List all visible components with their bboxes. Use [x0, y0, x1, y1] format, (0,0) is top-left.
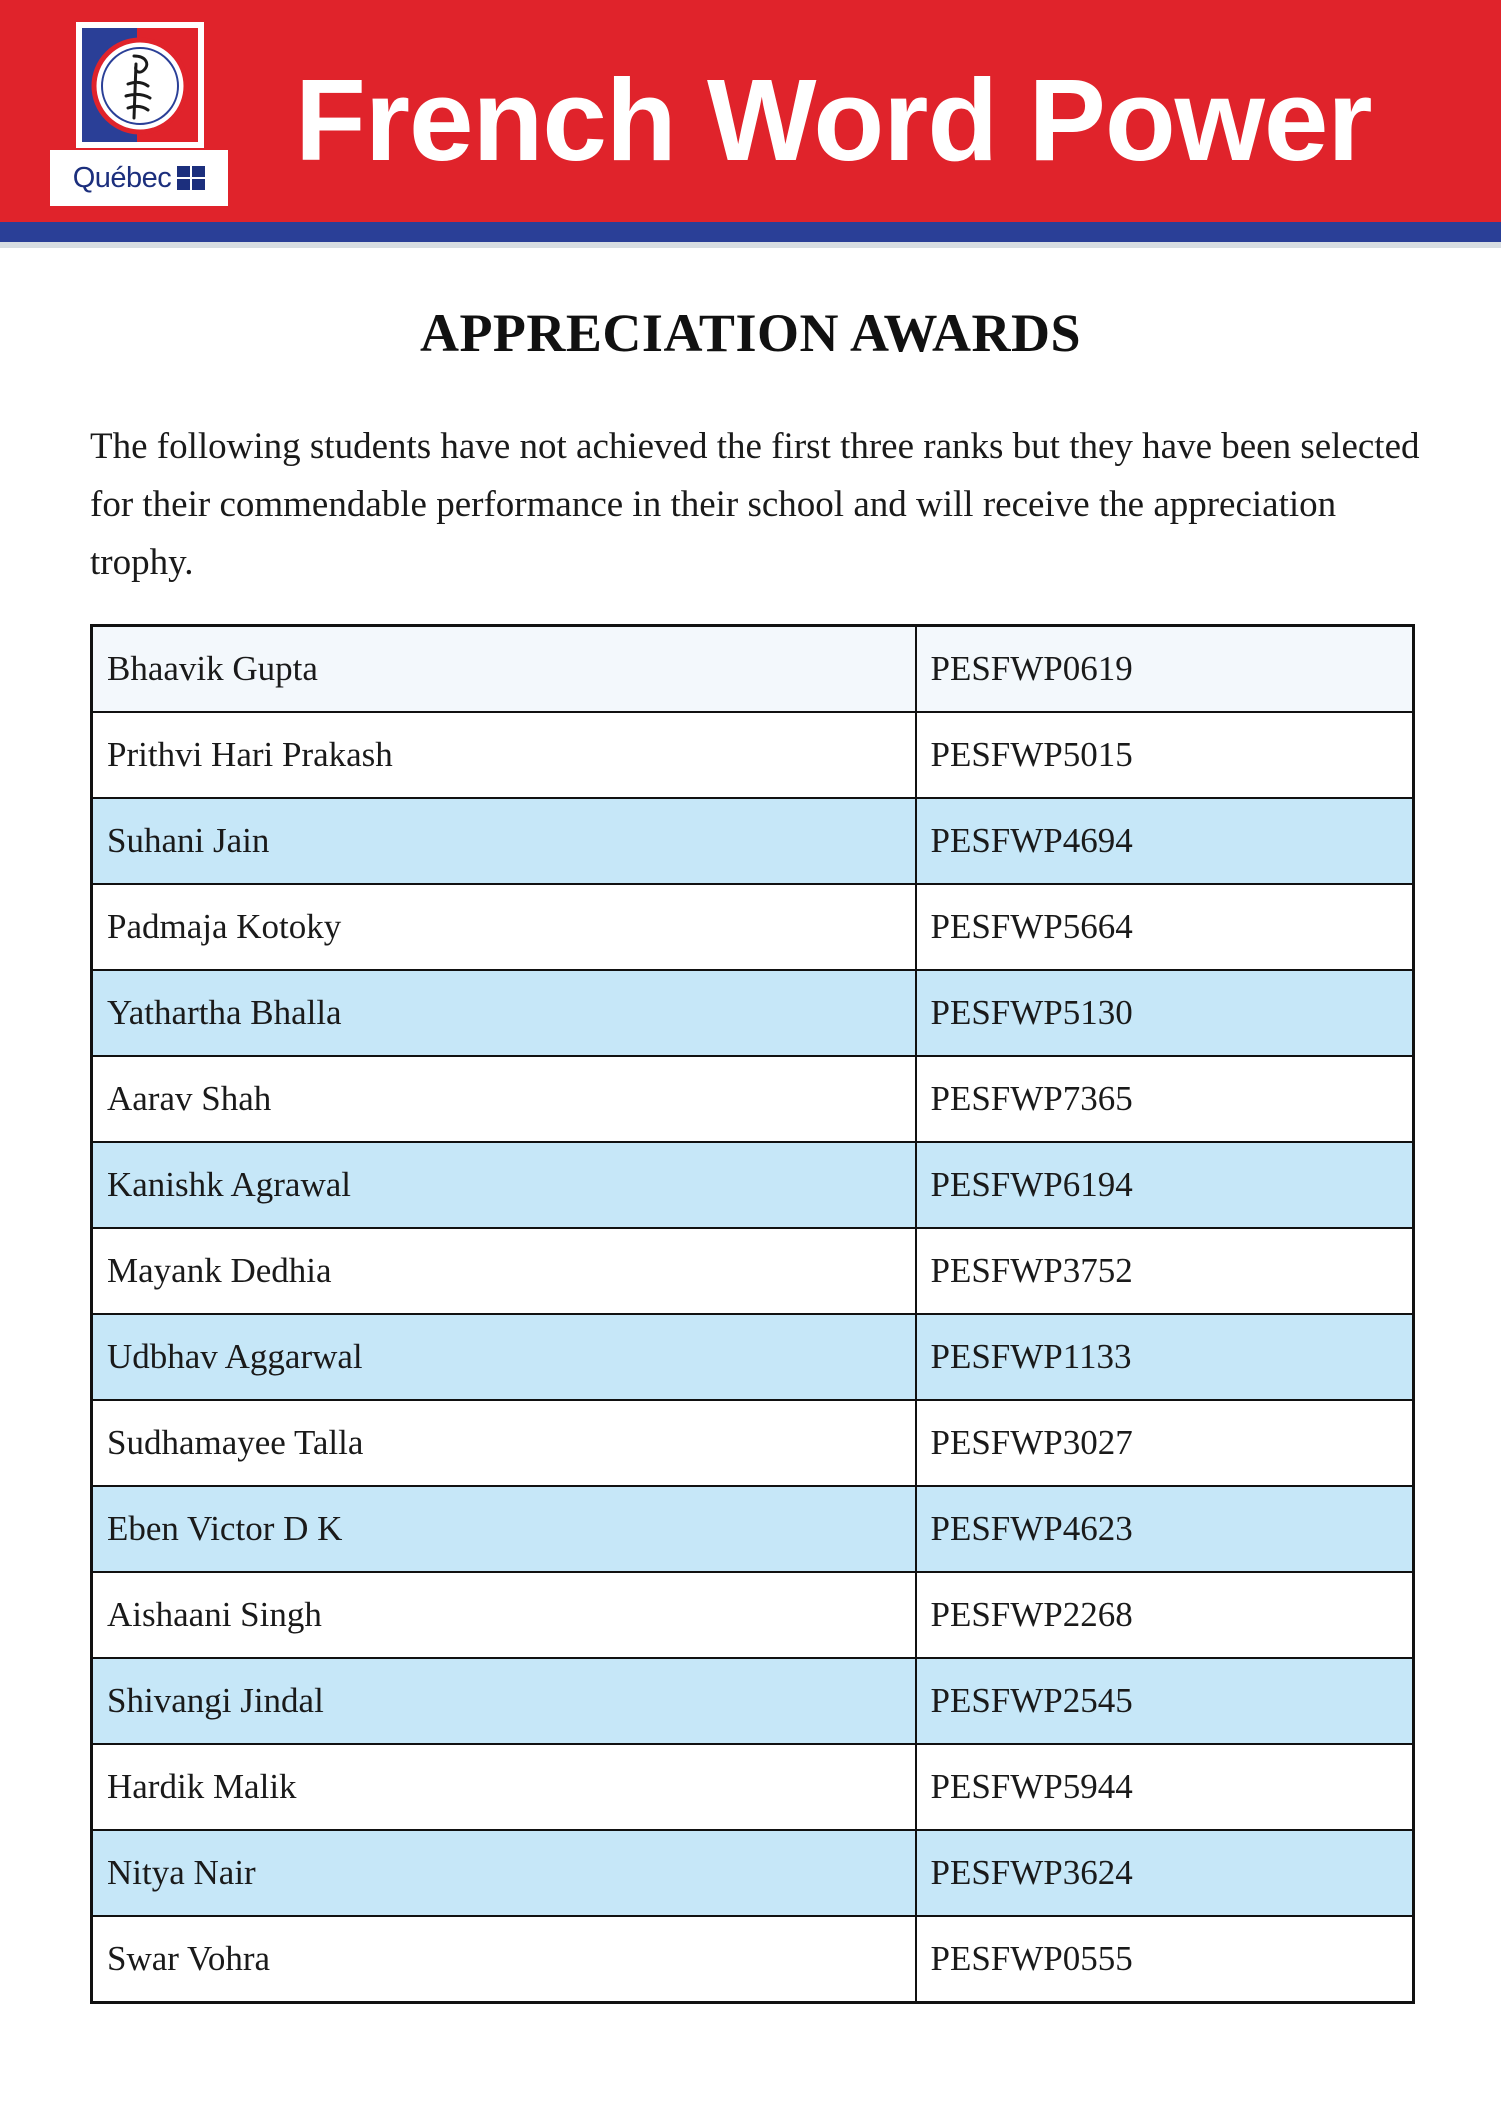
student-name: Kanishk Agrawal [92, 1142, 916, 1228]
table-row [92, 1830, 1414, 1916]
table-row [92, 798, 1414, 884]
table-row [92, 1400, 1414, 1486]
student-name: Aishaani Singh [92, 1572, 916, 1658]
page-title: APPRECIATION AWARDS [419, 303, 1082, 363]
table-row [92, 1916, 1414, 2003]
table-row [92, 1228, 1414, 1314]
student-id: PESFWP5664 [916, 884, 1414, 970]
table-row [92, 1658, 1414, 1744]
table-row [92, 1744, 1414, 1830]
fleur-de-lis-icon [177, 166, 205, 190]
table-row [92, 1572, 1414, 1658]
table-row [92, 1314, 1414, 1400]
header-stripe [0, 222, 1501, 242]
table-row [92, 1486, 1414, 1572]
table-row [92, 970, 1414, 1056]
student-name: Hardik Malik [92, 1744, 916, 1830]
student-id: PESFWP0555 [916, 1916, 1414, 2003]
student-name: Sudhamayee Talla [92, 1400, 916, 1486]
logo-wordmark-text: Québec [72, 161, 172, 194]
student-name: Padmaja Kotoky [92, 884, 916, 970]
student-id: PESFWP3027 [916, 1400, 1414, 1486]
student-id: PESFWP0619 [916, 626, 1414, 713]
student-name: Swar Vohra [92, 1916, 916, 2003]
table-row [92, 1056, 1414, 1142]
header-divider [0, 242, 1501, 248]
quebec-logo [50, 22, 228, 206]
student-id: PESFWP2545 [916, 1658, 1414, 1744]
student-id: PESFWP2268 [916, 1572, 1414, 1658]
student-id: PESFWP3752 [916, 1228, 1414, 1314]
student-id: PESFWP3624 [916, 1830, 1414, 1916]
student-id: PESFWP4623 [916, 1486, 1414, 1572]
student-name: Eben Victor D K [92, 1486, 916, 1572]
student-id: PESFWP5130 [916, 970, 1414, 1056]
seal-icon [88, 34, 192, 138]
table-row [92, 1142, 1414, 1228]
student-id: PESFWP6194 [916, 1142, 1414, 1228]
student-id: PESFWP1133 [916, 1314, 1414, 1400]
student-name: Nitya Nair [92, 1830, 916, 1916]
student-id: PESFWP4694 [916, 798, 1414, 884]
table-row [92, 884, 1414, 970]
student-name: Udbhav Aggarwal [92, 1314, 916, 1400]
student-name: Mayank Dedhia [92, 1228, 916, 1314]
student-name: Prithvi Hari Prakash [92, 712, 916, 798]
student-id: PESFWP7365 [916, 1056, 1414, 1142]
table-row [92, 712, 1414, 798]
awards-table [90, 624, 1415, 2004]
intro-paragraph: The following students have not achieved the first three ranks but they have been selected for their commendable performance in their school and will receive the appreciation trophy. [90, 426, 1420, 583]
student-name: Bhaavik Gupta [92, 626, 916, 713]
student-name: Yathartha Bhalla [92, 970, 916, 1056]
student-name: Suhani Jain [92, 798, 916, 884]
student-id: PESFWP5944 [916, 1744, 1414, 1830]
student-name: Shivangi Jindal [92, 1658, 916, 1744]
banner-title: French Word Power [295, 55, 1372, 185]
student-id: PESFWP5015 [916, 712, 1414, 798]
logo-wordmark [50, 150, 228, 206]
student-name: Aarav Shah [92, 1056, 916, 1142]
table-row [92, 626, 1414, 713]
